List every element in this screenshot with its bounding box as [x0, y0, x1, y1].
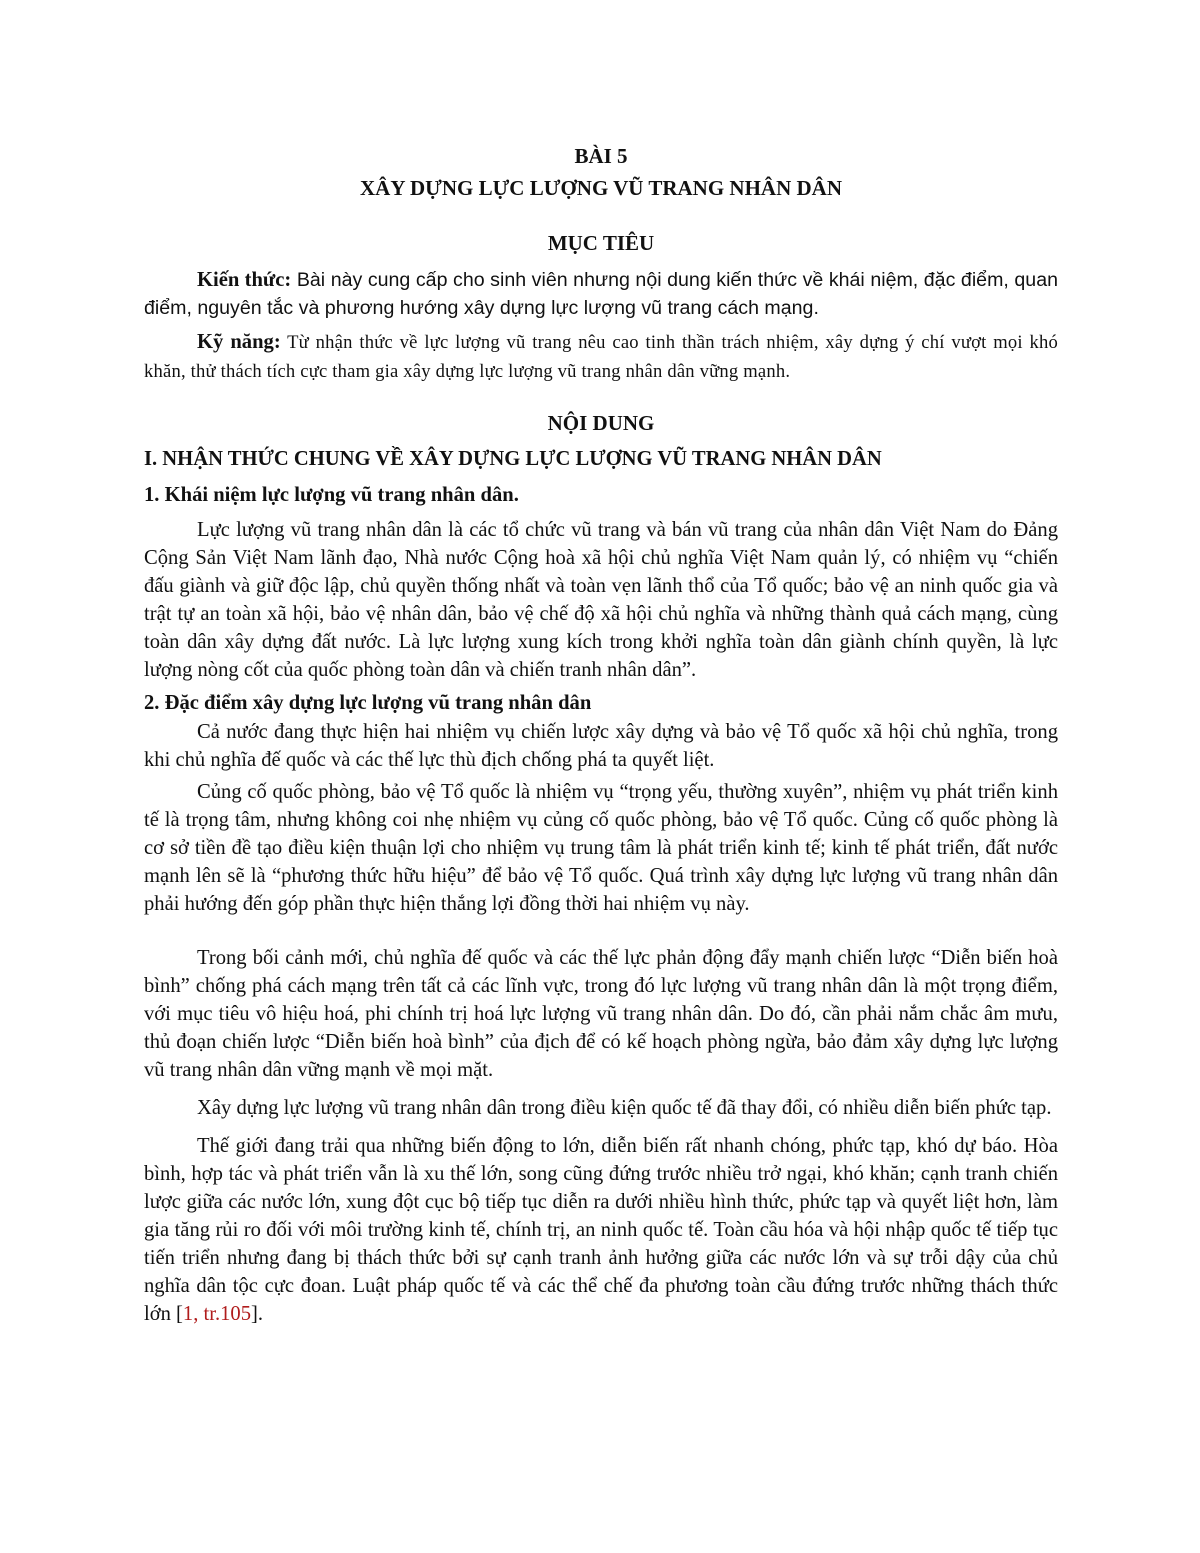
subsection-2-paragraph-5 [144, 1132, 1058, 1328]
subsection-2-paragraph-4: Xây dựng lực lượng vũ trang nhân dân trong điều kiện quốc tế đã thay đổi, có nhiều diễn biến phức tạp. [197, 1097, 1052, 1119]
content-heading: NỘI DUNG [547, 411, 655, 435]
subsection-2-paragraph-2: Củng cố quốc phòng, bảo vệ Tổ quốc là nhiệm vụ “trọng yếu, thường xuyên”, nhiệm vụ phát triển kinh tế là trọng tâm, nhưng không coi nhẹ nhiệm vụ củng cố quốc phòng, bảo vệ Tổ quốc. Củng cố quốc phòng là cơ sở tiền đề tạo điều kiện thuận lợi cho nhiệm vụ trung tâm là phát triển kinh tế; kinh tế phát triển, đất nước mạnh lên sẽ là “phương thức hữu hiệu” để bảo vệ Tổ quốc. Quá trình xây dựng lực lượng vũ trang nhân dân phải hướng đến góp phần thực hiện thắng lợi đồng thời hai nhiệm vụ này. [144, 781, 1058, 915]
document-body [144, 140, 1058, 1328]
lesson-number: BÀI 5 [574, 144, 628, 168]
knowledge-label: Kiến thức: [197, 269, 292, 291]
subsection-2-heading: 2. Đặc điểm xây dựng lực lượng vũ trang nhân dân [144, 692, 592, 714]
paragraph-5-text: Thế giới đang trải qua những biến động to lớn, diễn biến rất nhanh chóng, phức tạp, khó dự báo. Hòa bình, hợp tác và phát triển vẫn là xu thế lớn, song cũng đứng trước nhiều trở ngại, khó khăn; cạnh tranh chiến lược giữa các nước lớn, xung đột cục bộ tiếp tục diễn ra dưới nhiều hình thức, phức tạp và quyết liệt hơn, làm gia tăng rủi ro đối với môi trường kinh tế, chính trị, an ninh quốc tế. Toàn cầu hóa và hội nhập quốc tế tiếp tục tiến triển nhưng đang bị thách thức bởi sự cạnh tranh ảnh hưởng giữa các nước lớn và sự trỗi dậy của chủ nghĩa dân tộc cực đoan. Luật pháp quốc tế và các thể chế đa phương toàn cầu đứng trước những thách thức lớn [ [144, 1135, 1058, 1325]
objectives-heading: MỤC TIÊU [547, 231, 655, 255]
subsection-1-heading: 1. Khái niệm lực lượng vũ trang nhân dân. [144, 484, 519, 506]
subsection-2-paragraph-1: Cả nước đang thực hiện hai nhiệm vụ chiến lược xây dựng và bảo vệ Tổ quốc xã hội chủ nghĩa, trong khi chủ nghĩa đế quốc và các thế lực thù địch chống phá ta quyết liệt. [144, 721, 1058, 771]
skills-text: Từ nhận thức về lực lượng vũ trang nêu cao tinh thần trách nhiệm, xây dựng ý chí vượt mọi khó khăn, thử thách tích cực tham gia xây dựng lực lượng vũ trang nhân dân vững mạnh. [144, 332, 1058, 382]
subsection-1-paragraph: Lực lượng vũ trang nhân dân là các tổ chức vũ trang và bán vũ trang của nhân dân Việt Nam do Đảng Cộng Sản Việt Nam lãnh đạo, Nhà nước Cộng hoà xã hội chủ nghĩa Việt Nam quản lý, có nhiệm vụ “chiến đấu giành và giữ độc lập, chủ quyền thống nhất và toàn vẹn lãnh thổ của Tổ quốc; bảo vệ an ninh quốc gia và trật tự an toàn xã hội, bảo vệ nhân dân, bảo vệ chế độ xã hội chủ nghĩa và những thành quả cách mạng, cùng toàn dân xây dựng đất nước. Là lực lượng xung kích trong khởi nghĩa toàn dân giành chính quyền, là lực lượng nòng cốt của quốc phòng toàn dân và chiến tranh nhân dân”. [144, 519, 1058, 681]
paragraph-5-end: ]. [251, 1303, 264, 1325]
citation-link[interactable]: 1, tr.105 [182, 1303, 251, 1325]
knowledge-paragraph [144, 266, 1058, 322]
knowledge-text: Bài này cung cấp cho sinh viên nhưng nội dung kiến thức về khái niệm, đặc điểm, quan điểm, nguyên tắc và phương hướng xây dựng lực lượng vũ trang cách mạng. [144, 269, 1058, 319]
section-1-heading: I. NHẬN THỨC CHUNG VỀ XÂY DỰNG LỰC LƯỢNG VŨ TRANG NHÂN DÂN [144, 448, 882, 470]
lesson-title: XÂY DỰNG LỰC LƯỢNG VŨ TRANG NHÂN DÂN [359, 176, 843, 200]
skills-paragraph [144, 328, 1058, 386]
subsection-2-paragraph-3: Trong bối cảnh mới, chủ nghĩa đế quốc và các thế lực phản động đẩy mạnh chiến lược “Diễn biến hoà bình” chống phá cách mạng trên tất cả các lĩnh vực, trong đó lực lượng vũ trang nhân dân là một trọng điểm, với mục tiêu vô hiệu hoá, phi chính trị hoá lực lượng vũ trang nhân dân. Do đó, cần phải nắm chắc âm mưu, thủ đoạn chiến lược “Diễn biến hoà bình” của địch để có kế hoạch phòng ngừa, bảo đảm xây dựng lực lượng vũ trang nhân dân vững mạnh về mọi mặt. [144, 947, 1058, 1081]
skills-label: Kỹ năng: [197, 331, 281, 353]
